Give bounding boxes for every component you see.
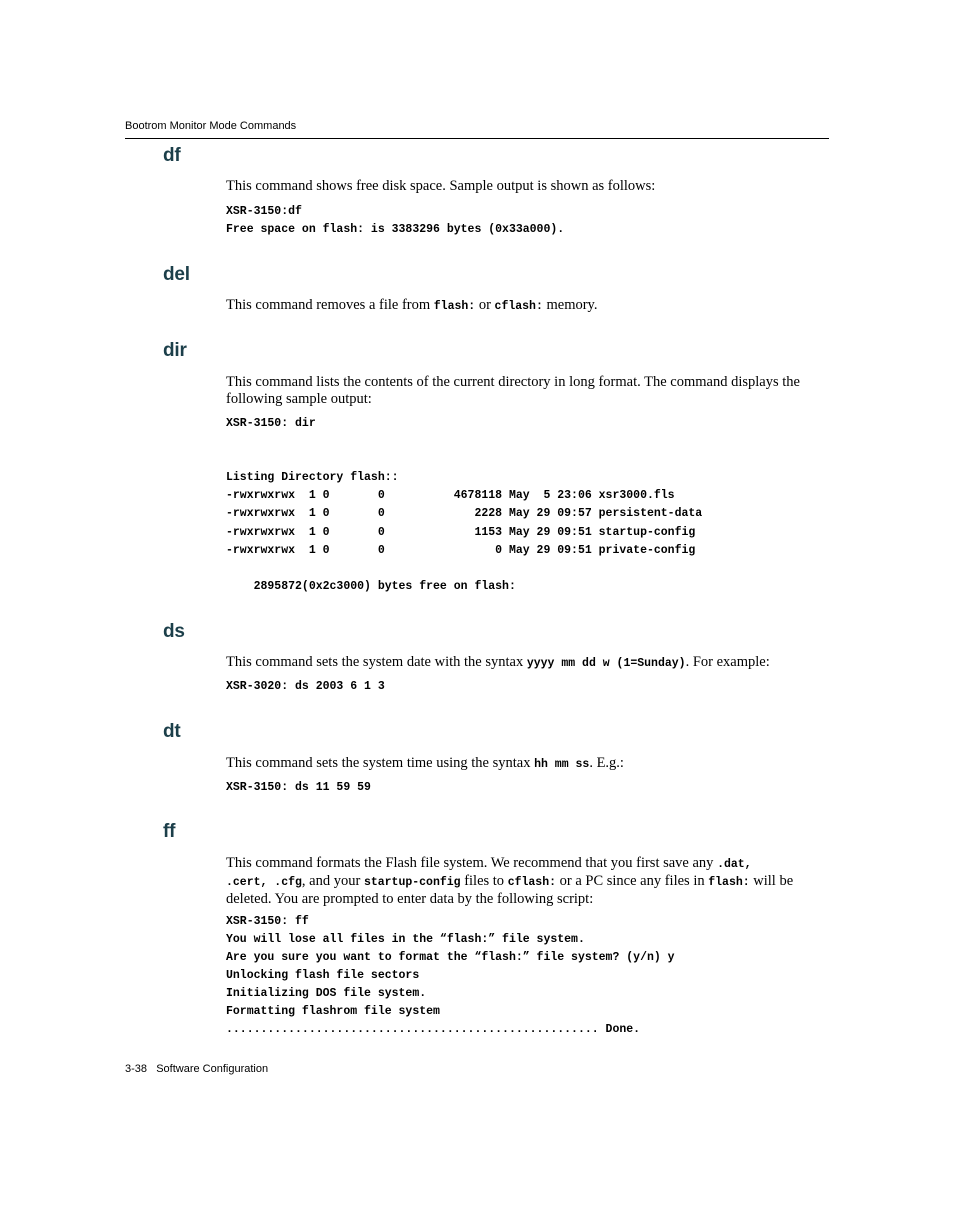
del-description: This command removes a file from flash: or cflash: memory. (226, 297, 598, 313)
heading-del: del (163, 264, 190, 285)
ff-code-line: Are you sure you want to format the “flash:” file system? (y/n) y (226, 951, 675, 964)
ds-example: XSR-3020: ds 2003 6 1 3 (226, 680, 385, 693)
dir-listing-row: -rwxrwxrwx 1 0 0 4678118 May 5 23:06 xsr3000.fls (226, 489, 675, 502)
df-code-line: XSR-3150:df (226, 205, 302, 218)
dir-free-space: 2895872(0x2c3000) bytes free on flash: (226, 580, 516, 593)
heading-df: df (163, 145, 181, 166)
ff-code-line: Unlocking flash file sectors (226, 969, 420, 982)
df-description: This command shows free disk space. Sample output is shown as follows: (226, 178, 656, 194)
df-code-line: Free space on flash: is 3383296 bytes (0x33a000). (226, 223, 565, 236)
ff-code-line: You will lose all files in the “flash:” file system. (226, 933, 585, 946)
heading-dir: dir (163, 340, 187, 361)
ff-description: This command formats the Flash file system. We recommend that you first save any .dat, .cert, .cfg, and your startup-config files to cflash: or a PC since any files in flash: will be deleted. You are prompted to enter data by the following script: (226, 855, 794, 907)
ff-code-line: XSR-3150: ff (226, 915, 309, 928)
header-rule (125, 138, 829, 139)
dir-description: This command lists the contents of the current directory in long format. The command displays the following sample output: (226, 374, 800, 407)
ff-code-line: ...................................................... Done. (226, 1023, 641, 1036)
running-head: Bootrom Monitor Mode Commands (125, 120, 297, 132)
heading-ds: ds (163, 621, 185, 642)
dir-listing-title: Listing Directory flash:: (226, 471, 399, 484)
ds-description: This command sets the system date with the syntax yyyy mm dd w (1=Sunday). For example: (226, 654, 770, 670)
page-footer (125, 1063, 268, 1075)
ff-code-line: Formatting flashrom file system (226, 1005, 440, 1018)
dt-example: XSR-3150: ds 11 59 59 (226, 781, 371, 794)
dir-listing-row: -rwxrwxrwx 1 0 0 2228 May 29 09:57 persistent-data (226, 507, 703, 520)
dir-listing-row: -rwxrwxrwx 1 0 0 0 May 29 09:51 private-config (226, 544, 696, 557)
heading-ff: ff (163, 821, 176, 842)
ff-code-line: Initializing DOS file system. (226, 987, 427, 1000)
footer-title: Software Configuration (156, 1063, 269, 1075)
heading-dt: dt (163, 721, 181, 742)
page-number: 3-38 (125, 1063, 148, 1075)
dir-prompt: XSR-3150: dir (226, 417, 316, 430)
dir-listing-row: -rwxrwxrwx 1 0 0 1153 May 29 09:51 startup-config (226, 526, 696, 539)
dt-description: This command sets the system time using the syntax hh mm ss. E.g.: (226, 755, 624, 771)
